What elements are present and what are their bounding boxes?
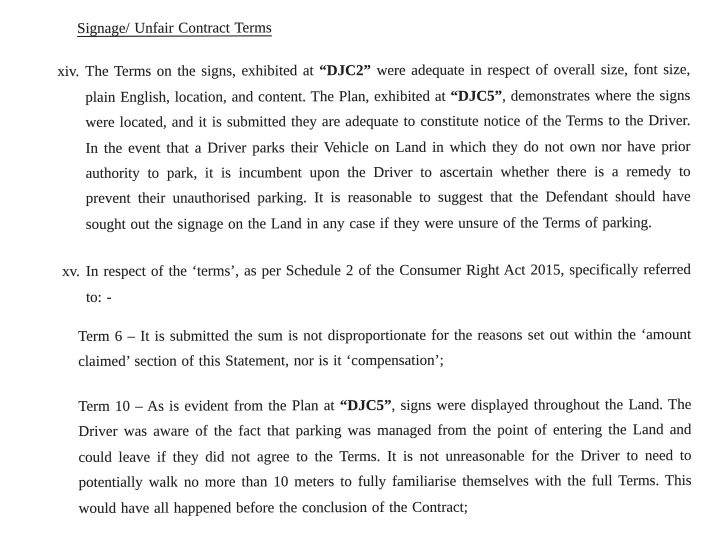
text-segment: , signs were displayed throughout the Land. The Driver was aware of the fact that parking was managed from the point of entering the Land and could leave if they did not agree to the Terms. It is not unreasonable for the Driver to need to potentially walk no more than 10 meters to fully familiarise themselves with the full Terms. This would have all happened before the conclusion of the Contract; (78, 396, 692, 517)
numbered-paragraph-xiv (0, 58, 703, 238)
paragraph-text-xiv (85, 58, 691, 238)
text-segment: were adequate in respect of overall size, font size, plain English, location, and content. The Plan, exhibited at (85, 62, 691, 106)
paragraph-number-xiv: xiv. (57, 64, 80, 81)
text-segment: Term 10 – As is evident from the Plan at (78, 397, 340, 415)
text-segment: Term 6 – It is submitted the sum is not disproportionate for the reasons set out within the ‘amount claimed’ section of this Statement, nor is it ‘compensation’; (78, 327, 692, 371)
text-segment: The Terms on the signs, exhibited at (85, 63, 320, 81)
exhibit-ref-djc5: “DJC5” (450, 88, 503, 105)
sub-paragraph-term-10 (78, 393, 691, 522)
paragraph-text-xv (86, 258, 691, 311)
document-content (0, 15, 703, 522)
text-segment: , demonstrates where the signs were located, and it is submitted they are adequate to constitute notice of the Terms to the Driver. In the event that a Driver parks their Vehicle on Land in which they do not own nor have prior authority to park, it is incumbent upon the Driver to ascertain whether there is a remedy to prevent their unauthorised parking. It is reasonable to suggest that the Defendant should have sought out the signage on the Land in any case if they were unsure of the Terms of parking. (85, 87, 691, 233)
exhibit-ref-djc5: “DJC5” (339, 397, 392, 414)
text-segment: In respect of the ‘terms’, as per Schedule 2 of the Consumer Right Act 2015, specifically referred to: - (85, 262, 691, 306)
numbered-paragraph-xv (0, 258, 703, 311)
exhibit-ref-djc2: “DJC2” (319, 63, 371, 80)
paragraph-number-xv: xv. (62, 264, 80, 281)
section-heading: Signage/ Unfair Contract Terms (77, 20, 272, 37)
sub-paragraph-term-6 (78, 323, 691, 376)
